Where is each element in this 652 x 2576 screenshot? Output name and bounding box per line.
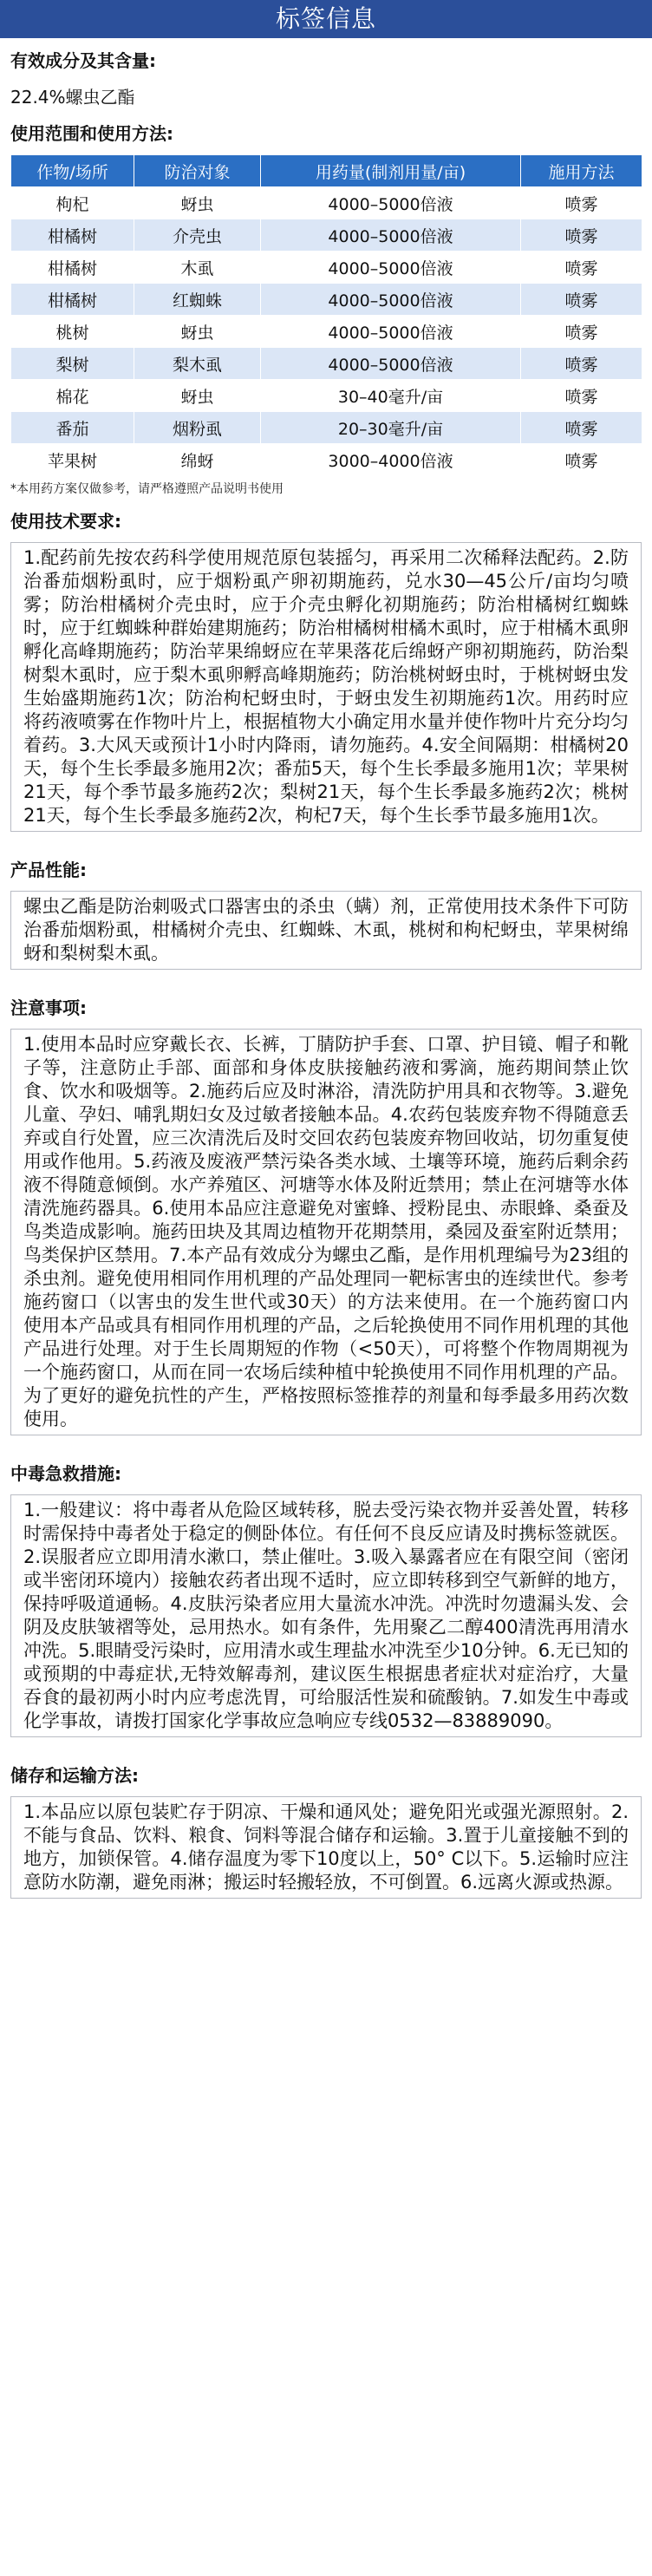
storage-label: 储存和运输方法: [10,1765,139,1786]
cell-method: 喷雾 [521,284,642,316]
performance-label: 产品性能: [10,860,87,880]
first-aid-label: 中毒急救措施: [10,1463,121,1484]
cell-dosage: 3000–4000倍液 [261,444,521,476]
cell-target: 木虱 [134,252,261,284]
technique-box [10,542,642,832]
first-aid-text: 1.一般建议：将中毒者从危险区域转移，脱去受污染衣物并妥善处置，转移时需保持中毒者处于稳定的侧卧体位。有任何不良反应请及时携标签就医。2.误服者应立即用清水漱口，禁止催吐。3.吸入暴露者应在有限空间（密闭或半密闭环境内）接触农药者出现不适时，应立即转移到空气新鲜的地方，保持呼吸道通畅。4.皮肤污染者应用大量流水冲洗。冲洗时勿遗漏头发、会阴及皮肤皱褶等处，忌用热水。如有条件，先用聚乙二醇400清洗再用清水冲洗。5.眼睛受污染时，应用清水或生理盐水冲洗至少10分钟。6.无已知的或预期的中毒症状,无特效解毒剂，建议医生根据患者症状对症治疗，大量吞食的最初两小时内应考虑洗胃，可给服活性炭和硫酸钠。7.如发生中毒或化学事故，请拨打国家化学事故应急响应专线0532—83889090。 [23,1500,629,1731]
cell-crop: 桃树 [11,316,134,348]
cell-target: 介壳虫 [134,219,261,252]
cell-dosage: 4000–5000倍液 [261,348,521,380]
cell-dosage: 4000–5000倍液 [261,252,521,284]
cell-crop: 柑橘树 [11,252,134,284]
cell-method: 喷雾 [521,316,642,348]
cell-method: 喷雾 [521,252,642,284]
ingredient-section [0,47,652,147]
cell-crop: 番茄 [11,412,134,444]
label-info-header [0,0,652,38]
precautions-section [0,994,652,1022]
performance-section [0,856,652,884]
cell-target: 梨木虱 [134,348,261,380]
table-row [11,348,642,380]
cell-target: 蚜虫 [134,380,261,412]
cell-crop: 柑橘树 [11,219,134,252]
cell-method: 喷雾 [521,444,642,476]
storage-section [0,1762,652,1789]
usage-table-header-row [11,155,642,187]
ingredient-label: 有效成分及其含量: [10,50,156,71]
cell-dosage: 20–30毫升/亩 [261,412,521,444]
first-aid-section [0,1460,652,1487]
column-header-crop: 作物/场所 [11,155,134,187]
cell-dosage: 4000–5000倍液 [261,187,521,219]
cell-crop: 苹果树 [11,444,134,476]
column-header-method: 施用方法 [521,155,642,187]
cell-method: 喷雾 [521,412,642,444]
usage-note: *本用药方案仅做参考，请严格遵照产品说明书使用 [10,482,284,496]
cell-method: 喷雾 [521,348,642,380]
precautions-box [10,1029,642,1435]
precautions-text: 1.使用本品时应穿戴长衣、长裤，丁腈防护手套、口罩、护目镜、帽子和靴子等，注意防止手部、面部和身体皮肤接触药液和雾滴，施药期间禁止饮食、饮水和吸烟等。2.施药后应及时淋浴，清洗防护用具和衣物等。3.避免儿童、孕妇、哺乳期妇女及过敏者接触本品。4.农药包装废弃物不得随意丢弃或自行处置，应三次清洗后及时交回农药包装废弃物回收站，切勿重复使用或作他用。5.药液及废液严禁污染各类水域、土壤等环境，施药后剩余药液不得随意倾倒。水产养殖区、河塘等水体及附近禁用；禁止在河塘等水体清洗施药器具。6.使用本品应注意避免对蜜蜂、授粉昆虫、赤眼蜂、桑蚕及鸟类造成影响。施药田块及其周边植物开花期禁用，桑园及蚕室附近禁用；鸟类保护区禁用。7.本产品有效成分为螺虫乙酯，是作用机理编号为23组的杀虫剂。避免使用相同作用机理的产品处理同一靶标害虫的连续世代。参考施药窗口（以害虫的发生世代或30天）的方法来使用。在一个施药窗口内使用本产品或具有相同作用机理的产品，之后轮换使用不同作用机理的其他产品进行处理。对于生长周期短的作物（<50天），可将整个作物周期视为一个施药窗口，从而在同一农场后续种植中轮换使用不同作用机理的产品。为了更好的避免抗性的产生，严格按照标签推荐的剂量和每季最多用药次数使用。 [23,1034,629,1429]
precautions-label: 注意事项: [10,997,87,1018]
technique-text: 1.配药前先按农药科学使用规范原包装摇匀，再采用二次稀释法配药。2.防治番茄烟粉虱时，应于烟粉虱产卵初期施药，兑水30—45公斤/亩均匀喷雾；防治柑橘树介壳虫时，应于介壳虫孵化初期施药；防治柑橘树红蜘蛛时，应于红蜘蛛种群始建期施药；防治柑橘树柑橘木虱时，应于柑橘木虱卵孵化高峰期施药；防治苹果绵蚜应在苹果落花后绵蚜产卵初期施药，防治梨树梨木虱时，应于梨木虱卵孵高峰期施药；防治桃树蚜虫时，于桃树蚜虫发生始盛期施药1次；防治枸杞蚜虫时，于蚜虫发生初期施药1次。用药时应将药液喷雾在作物叶片上，根据植物大小确定用水量并使作物叶片充分均匀着药。3.大风天或预计1小时内降雨，请勿施药。4.安全间隔期：柑橘树20天，每个生长季最多施用2次；番茄5天，每个生长季最多施用1次；苹果树21天，每个季节最多施药2次；梨树21天，每个生长季最多施药2次；桃树21天，每个生长季最多施药2次，枸杞7天，每个生长季节最多施用1次。 [23,547,629,826]
first-aid-box [10,1494,642,1737]
usage-table [10,154,642,476]
cell-dosage: 4000–5000倍液 [261,284,521,316]
storage-text: 1.本品应以原包装贮存于阴凉、干燥和通风处；避免阳光或强光源照射。2.不能与食品、饮料、粮食、饲料等混合储存和运输。3.置于儿童接触不到的地方，加锁保管。4.储存温度为零下10度以上，50° C以下。5.运输时应注意防水防潮，避免雨淋；搬运时轻搬轻放，不可倒置。6.远离火源或热源。 [23,1801,629,1893]
cell-method: 喷雾 [521,380,642,412]
table-row [11,252,642,284]
ingredient-value: 22.4%螺虫乙酯 [10,87,135,108]
cell-dosage: 4000–5000倍液 [261,316,521,348]
column-header-dosage: 用药量(制剂用量/亩) [261,155,521,187]
cell-target: 蚜虫 [134,187,261,219]
table-row [11,316,642,348]
performance-box [10,891,642,970]
cell-crop: 棉花 [11,380,134,412]
column-header-target: 防治对象 [134,155,261,187]
cell-crop: 枸杞 [11,187,134,219]
header-title: 标签信息 [275,4,376,33]
cell-target: 烟粉虱 [134,412,261,444]
usage-label: 使用范围和使用方法: [10,123,173,144]
usage-note-section [0,480,652,499]
cell-crop: 梨树 [11,348,134,380]
table-row [11,219,642,252]
cell-dosage: 4000–5000倍液 [261,219,521,252]
performance-text: 螺虫乙酯是防治刺吸式口器害虫的杀虫（螨）剂，正常使用技术条件下可防治番茄烟粉虱，柑橘树介壳虫、红蜘蛛、木虱，桃树和枸杞蚜虫，苹果树绵蚜和梨树梨木虱。 [23,896,629,964]
cell-method: 喷雾 [521,219,642,252]
table-row [11,187,642,219]
technique-label: 使用技术要求: [10,511,121,532]
table-row [11,380,642,412]
cell-dosage: 30–40毫升/亩 [261,380,521,412]
table-row [11,444,642,476]
storage-box [10,1796,642,1899]
cell-target: 绵蚜 [134,444,261,476]
cell-method: 喷雾 [521,187,642,219]
table-row [11,284,642,316]
cell-target: 红蜘蛛 [134,284,261,316]
technique-section [0,507,652,535]
cell-target: 蚜虫 [134,316,261,348]
cell-crop: 柑橘树 [11,284,134,316]
table-row [11,412,642,444]
